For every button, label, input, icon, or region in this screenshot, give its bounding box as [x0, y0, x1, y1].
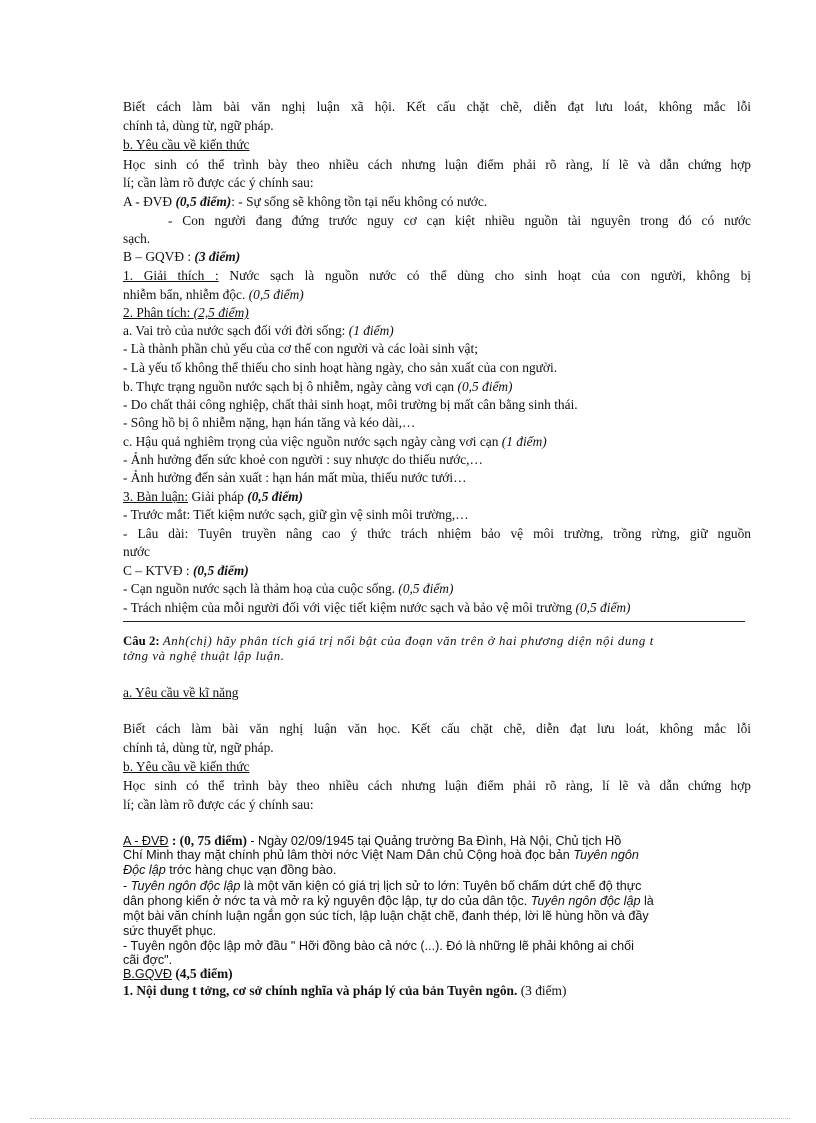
knowledge-text-cont: lí; cần làm rõ được các ý chính sau: [123, 175, 314, 190]
list-item: - Lâu dài: Tuyên truyền nâng cao ý thức trách nhiệm bảo vệ môi trường, trồng rừng, giữ nguồn [123, 526, 751, 541]
list-item: - Là yếu tố không thể thiếu cho sinh hoạt hàng ngày, cho sản xuất của con người. [123, 360, 558, 375]
section-a-text: - Con người đang đứng trước nguy cơ cạn kiệt nhiều nguồn tài nguyên trong đó có nước [168, 213, 751, 228]
knowledge-heading: b. Yêu cầu về kiến thức [123, 759, 250, 774]
divider [123, 621, 745, 622]
list-item-cont: cãi đợc". [123, 953, 173, 967]
section-a-text-cont: Độc lập trớc hàng chục vạn đồng bào. [123, 863, 337, 877]
b2a-heading: a. Vai trò của nước sạch đối với đời sống: (1 điểm) [123, 323, 394, 338]
section-a: A - ĐVĐ : (0, 75 điểm) - Ngày 02/09/1945 tại Quảng trường Ba Đình, Hà Nội, Chủ tịch Hồ [123, 833, 622, 848]
list-item: - Là thành phần chủ yếu của cơ thể con người và các loài sinh vật; [123, 341, 478, 356]
knowledge-text-cont: lí; cần làm rõ được các ý chính sau: [123, 797, 314, 812]
skills-text-cont: chính tả, dùng từ, ngữ pháp. [123, 740, 274, 755]
b1-line: 1. Giải thích : Nước sạch là nguồn nước có thể dùng cho sinh hoạt của con người, không bị [123, 268, 751, 283]
list-item: - Do chất thải công nghiệp, chất thải sinh hoạt, môi trường bị mất cân bằng sinh thái. [123, 397, 578, 412]
section-b: B.GQVĐ (4,5 điểm) [123, 966, 233, 981]
section-a-text-cont: sạch. [123, 231, 151, 246]
list-item: - Ảnh hưởng đến sản xuất : hạn hán mất mùa, thiếu nước tưới… [123, 470, 467, 485]
skills-heading: a. Yêu cầu về kĩ năng [123, 685, 239, 700]
section-a: A - ĐVĐ (0,5 điểm): - Sự sống sẽ không tồn tại nếu không có nước. [123, 194, 488, 209]
section-c: C – KTVĐ : (0,5 điểm) [123, 563, 249, 578]
page-bottom-rule [30, 1118, 790, 1119]
section-a-text: Chí Minh thay mặt chính phủ lâm thời nớc Việt Nam Dân chủ Cộng hoà đọc bản Tuyên ngôn [123, 848, 639, 862]
list-item-cont: một bài văn chính luận ngắn gọn súc tích, lập luận chặt chẽ, đanh thép, lời lẽ hùng hồn và đầy [123, 909, 649, 923]
skills-text: Biết cách làm bài văn nghị luận văn học. Kết cấu chặt chẽ, diễn đạt lưu loát, không mắc lỗi [123, 721, 751, 736]
b3-heading: 3. Bàn luận: Giải pháp (0,5 điểm) [123, 489, 304, 504]
knowledge-text: Học sinh có thể trình bày theo nhiều cách nhưng luận điểm phải rõ ràng, lí lẽ và dẫn chứng hợp [123, 778, 751, 793]
skills-text: Biết cách làm bài văn nghị luận xã hội. Kết cấu chặt chẽ, diễn đạt lưu loát, không mắc lỗi [123, 99, 751, 114]
b1-line: 1. Nội dung t tởng, cơ sở chính nghĩa và pháp lý của bản Tuyên ngôn. (3 điểm) [123, 983, 567, 998]
skills-text-cont: chính tả, dùng từ, ngữ pháp. [123, 118, 274, 133]
knowledge-text: Học sinh có thể trình bày theo nhiều cách nhưng luận điểm phải rõ ràng, lí lẽ và dẫn chứng hợp [123, 157, 751, 172]
question-2-cont: tởng và nghệ thuật lập luận. [123, 649, 285, 663]
b2b-heading: b. Thực trạng nguồn nước sạch bị ô nhiễm, ngày càng vơi cạn (0,5 điểm) [123, 379, 513, 394]
knowledge-heading: b. Yêu cầu về kiến thức [123, 137, 250, 152]
section-b: B – GQVĐ : (3 điểm) [123, 249, 241, 264]
list-item: - Ảnh hưởng đến sức khoẻ con người : suy nhược do thiếu nước,… [123, 452, 483, 467]
list-item: - Sông hồ bị ô nhiễm nặng, hạn hán tăng và kéo dài,… [123, 415, 416, 430]
b2-heading: 2. Phân tích: (2,5 điểm) [123, 305, 249, 320]
b1-line-cont: nhiễm bẩn, nhiễm độc. (0,5 điểm) [123, 287, 304, 302]
list-item: - Tuyên ngôn độc lập mở đầu " Hỡi đồng bào cả nớc (...). Đó là những lẽ phải không ai chối [123, 939, 634, 953]
list-item-cont: dân phong kiến ở nớc ta và mở ra kỷ nguyên độc lập, tự do của dân tộc. Tuyên ngôn độc lập là [123, 894, 654, 908]
list-item: - Tuyên ngôn độc lập là một văn kiện có giá trị lịch sử to lớn: Tuyên bố chấm dứt chế độ thực [123, 879, 642, 893]
list-item: - Trước mắt: Tiết kiệm nước sạch, giữ gìn vệ sinh môi trường,… [123, 507, 469, 522]
list-item-cont: sức thuyết phục. [123, 924, 217, 938]
list-item: - Cạn nguồn nước sạch là thảm hoạ của cuộc sống. (0,5 điểm) [123, 581, 454, 596]
list-item-cont: nước [123, 544, 150, 559]
list-item: - Trách nhiệm của mỗi người đối với việc tiết kiệm nước sạch và bảo vệ môi trường (0,5 điểm) [123, 600, 631, 615]
question-2: Câu 2: Anh(chị) hãy phân tích giá trị nổi bật của đoạn văn trên ở hai phương diện nội dung t [123, 634, 654, 648]
b2c-heading: c. Hậu quả nghiêm trọng của việc nguồn nước sạch ngày càng vơi cạn (1 điểm) [123, 434, 547, 449]
